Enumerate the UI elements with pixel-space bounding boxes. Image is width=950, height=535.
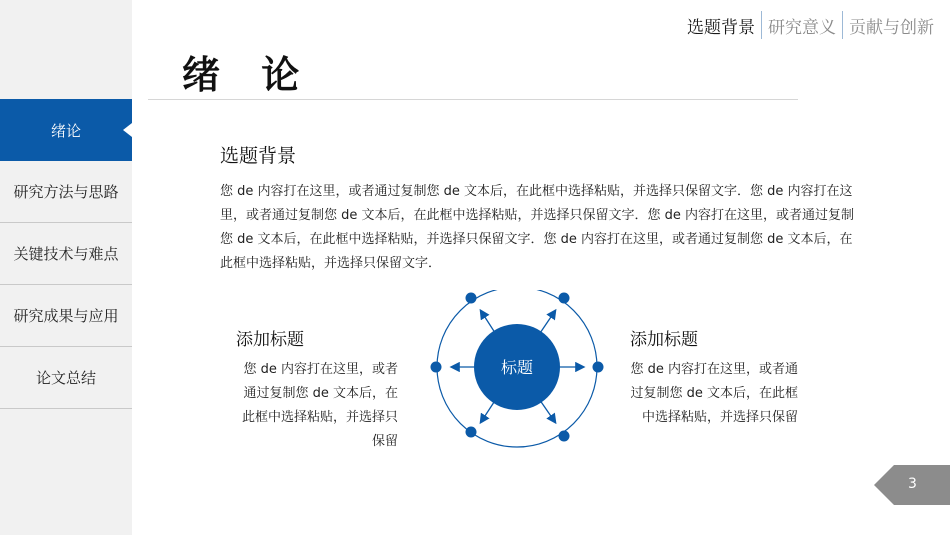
left-block-text: 您 de 内容打在这里，或者通过复制您 de 文本后，在此框中选择粘贴，并选择只保留	[241, 362, 398, 449]
hub-label: 标题	[500, 358, 533, 377]
sidebar-item-results[interactable]	[0, 285, 132, 347]
ring-node	[559, 293, 570, 304]
tab-background[interactable]: 选题背景	[687, 17, 755, 38]
sidebar-item-label: 关键技术与难点	[13, 245, 119, 263]
tab-contribution[interactable]: 贡献与创新	[849, 17, 934, 38]
sidebar-item-methods[interactable]	[0, 161, 132, 223]
ring-node	[559, 431, 570, 442]
sidebar-item-label: 研究成果与应用	[13, 307, 119, 325]
ring-node	[466, 293, 477, 304]
sidebar-item-label: 研究方法与思路	[13, 183, 119, 201]
sidebar	[0, 0, 132, 535]
title-divider	[148, 99, 798, 100]
sidebar-item-summary[interactable]	[0, 347, 132, 409]
right-block-heading: 添加标题	[630, 330, 698, 350]
page-number-badge	[874, 465, 950, 505]
ring-node	[466, 427, 477, 438]
right-text-block	[630, 325, 830, 430]
right-block-text: 您 de 内容打在这里，或者通过复制您 de 文本后，在此框中选择粘贴，并选择只保留	[630, 362, 798, 425]
left-text-block	[236, 325, 436, 454]
section-heading: 选题背景	[220, 145, 297, 167]
top-nav	[681, 10, 940, 40]
sidebar-item-label: 论文总结	[35, 369, 96, 387]
ring-node	[431, 362, 442, 373]
sidebar-item-intro[interactable]	[0, 99, 132, 161]
ring-node	[593, 362, 604, 373]
tab-significance[interactable]: 研究意义	[768, 17, 836, 38]
body-paragraph: 您 de 内容打在这里，或者通过复制您 de 文本后，在此框中选择粘贴，并选择只保留文字．您 de 内容打在这里，或者通过复制您 de 文本后，在此框中选择粘贴，并选择只保留文字．您 de 内容打在这里，或者通过复制您 de 文本后，在此框中选择粘贴，并选择只保留文字．您 de 内容打在这里，或者通过复制您 de 文本后，在此框中选择粘贴，并选择只保留文字．	[220, 184, 855, 271]
sidebar-item-key-tech[interactable]	[0, 223, 132, 285]
left-block-heading: 添加标题	[236, 330, 304, 350]
page-number: 3	[908, 476, 917, 492]
page-title: 绪 论	[182, 53, 314, 97]
sidebar-item-label: 绪论	[50, 121, 81, 140]
